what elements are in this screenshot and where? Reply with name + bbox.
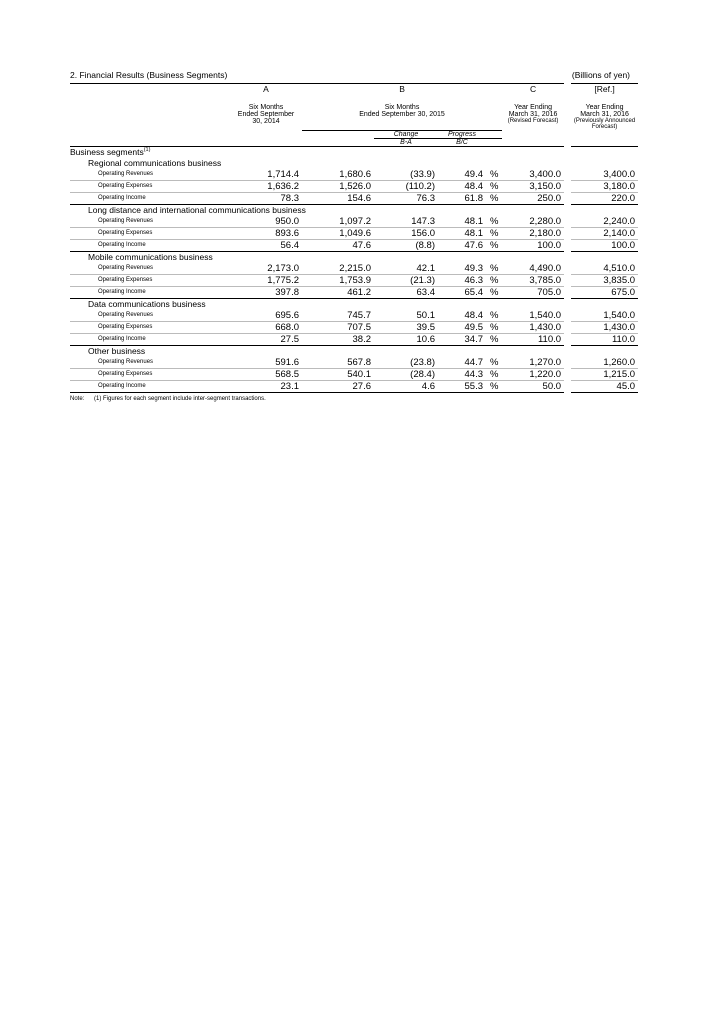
value-b: 540.1	[302, 368, 374, 380]
percent-sign: %	[486, 192, 502, 204]
value-progress: 48.4	[464, 309, 483, 321]
table-row	[70, 380, 638, 392]
value-change: 10.6	[374, 333, 438, 345]
row-label: Operating Expenses	[70, 321, 230, 333]
percent-sign: %	[490, 309, 499, 321]
formula-row	[70, 138, 638, 146]
table-row	[70, 286, 638, 298]
value-a: 78.3	[230, 192, 302, 204]
value-c: 4,490.0	[529, 262, 562, 274]
percent-sign: %	[486, 239, 502, 251]
value-c: 2,280.0	[529, 215, 562, 227]
column-gap	[564, 169, 571, 181]
column-letter-row	[70, 84, 638, 95]
value-change: 63.4	[374, 286, 438, 298]
value-a: 1,636.2	[230, 180, 302, 192]
table-row	[70, 263, 638, 275]
column-gap	[564, 368, 571, 380]
progress-label: Progress	[438, 130, 486, 138]
value-a: 2,173.0	[267, 262, 299, 274]
row-label: Operating Expenses	[70, 368, 230, 380]
value-a: 695.6	[275, 309, 299, 321]
value-b: 2,215.0	[339, 262, 371, 274]
col-b-desc-line: Ended September 30, 2015	[359, 111, 445, 118]
segment-heading-row	[70, 298, 638, 310]
value-change: (23.8)	[410, 356, 435, 368]
value-change: 39.5	[374, 321, 438, 333]
value-ref: 100.0	[571, 239, 638, 251]
value-b: 1,680.6	[339, 168, 371, 180]
segment-heading-row	[70, 204, 638, 216]
percent-sign: %	[486, 368, 502, 380]
progress-formula: B/C	[438, 138, 486, 146]
col-b-desc-line: Six Months	[384, 104, 420, 111]
value-change: 4.6	[374, 380, 438, 392]
value-progress: 61.8	[438, 192, 486, 204]
row-label: Operating Income	[70, 286, 230, 298]
change-formula: B-A	[374, 138, 438, 146]
value-b: 154.6	[302, 192, 374, 204]
row-label: Operating Expenses	[70, 274, 230, 286]
col-c-sub: (Revised Forecast)	[507, 118, 559, 124]
table-row	[70, 192, 638, 204]
row-label: Operating Revenues	[98, 218, 154, 224]
value-a: 56.4	[230, 239, 302, 251]
col-ref-sub-line: (Previously Announced	[573, 118, 636, 124]
value-c: 1,430.0	[502, 321, 564, 333]
value-b: 567.8	[347, 356, 371, 368]
value-b: 27.6	[302, 380, 374, 392]
value-ref: 3,400.0	[603, 168, 636, 180]
value-ref: 45.0	[571, 380, 638, 392]
column-gap	[564, 180, 571, 192]
segment-name: Other business	[70, 345, 230, 357]
value-c: 3,150.0	[502, 180, 564, 192]
value-b: 1,097.2	[339, 215, 371, 227]
value-a: 397.8	[230, 286, 302, 298]
row-label: Operating Income	[70, 380, 230, 392]
table-row	[70, 216, 638, 228]
value-a: 27.5	[230, 333, 302, 345]
value-c: 1,220.0	[502, 368, 564, 380]
column-gap	[564, 357, 571, 369]
row-label: Operating Income	[70, 333, 230, 345]
segments-body	[70, 158, 638, 393]
value-progress: 49.4	[464, 168, 483, 180]
business-segments-heading-row	[70, 146, 638, 158]
value-progress: 49.5	[438, 321, 486, 333]
column-gap	[564, 192, 571, 204]
column-gap	[564, 274, 571, 286]
percent-sign: %	[486, 274, 502, 286]
value-ref: 3,180.0	[571, 180, 638, 192]
value-ref: 1,215.0	[571, 368, 638, 380]
col-c-desc-line: Year Ending	[514, 104, 552, 111]
value-c: 705.0	[502, 286, 564, 298]
value-ref: 1,430.0	[571, 321, 638, 333]
value-c: 2,180.0	[502, 227, 564, 239]
column-gap	[564, 263, 571, 275]
value-a: 568.5	[230, 368, 302, 380]
value-b: 1,526.0	[302, 180, 374, 192]
value-a: 893.6	[230, 227, 302, 239]
note-text: (1) Figures for each segment include inter-segment transactions.	[94, 395, 266, 402]
percent-sign: %	[490, 262, 499, 274]
col-a-desc	[230, 104, 302, 130]
column-gap	[564, 227, 571, 239]
col-b-letter: B	[302, 84, 502, 95]
col-ref-sub-line: Forecast)	[591, 124, 618, 130]
value-b: 47.6	[302, 239, 374, 251]
value-c: 100.0	[502, 239, 564, 251]
value-change: 156.0	[374, 227, 438, 239]
table-row	[70, 368, 638, 380]
segment-name: Data communications business	[70, 298, 230, 310]
percent-sign: %	[490, 356, 499, 368]
column-gap	[564, 216, 571, 228]
value-progress: 48.4	[438, 180, 486, 192]
value-a: 950.0	[275, 215, 299, 227]
value-c: 1,270.0	[529, 356, 562, 368]
percent-sign: %	[486, 321, 502, 333]
value-ref: 3,835.0	[571, 274, 638, 286]
table-row	[70, 180, 638, 192]
value-progress: 44.7	[464, 356, 483, 368]
table-row	[70, 333, 638, 345]
business-segments-label: Business segments	[70, 147, 144, 157]
value-progress: 49.3	[464, 262, 483, 274]
segment-name: Long distance and international communications business	[70, 204, 230, 216]
segment-name: Mobile communications business	[70, 251, 230, 263]
value-ref: 2,240.0	[603, 215, 636, 227]
col-ref-letter: [Ref.]	[571, 84, 638, 95]
value-progress: 44.3	[438, 368, 486, 380]
table-row	[70, 169, 638, 181]
value-change: (21.3)	[374, 274, 438, 286]
value-c: 3,400.0	[529, 168, 562, 180]
col-ref-desc-line: Year Ending	[585, 104, 624, 111]
value-c: 1,540.0	[529, 309, 562, 321]
col-ref-desc-line: March 31, 2016	[580, 111, 629, 118]
value-progress: 55.3	[438, 380, 486, 392]
column-gap	[564, 286, 571, 298]
value-b: 1,049.6	[302, 227, 374, 239]
value-change: (8.8)	[374, 239, 438, 251]
percent-sign: %	[490, 215, 499, 227]
value-progress: 46.3	[438, 274, 486, 286]
value-b: 38.2	[302, 333, 374, 345]
row-label: Operating Revenues	[98, 265, 154, 271]
table-row	[70, 310, 638, 322]
percent-sign: %	[486, 227, 502, 239]
value-a: 23.1	[230, 380, 302, 392]
value-change: (28.4)	[374, 368, 438, 380]
table-row	[70, 274, 638, 286]
table-row	[70, 357, 638, 369]
table-row	[70, 239, 638, 251]
table-title: 2. Financial Results (Business Segments)	[70, 70, 228, 80]
column-desc-row	[70, 104, 638, 130]
column-gap	[564, 380, 571, 392]
col-a-desc-line: Ended September	[237, 111, 295, 118]
col-ref-desc	[571, 104, 638, 130]
change-progress-row	[70, 130, 638, 138]
percent-sign: %	[490, 168, 499, 180]
value-c: 50.0	[502, 380, 564, 392]
value-progress: 48.1	[438, 227, 486, 239]
segment-name: Regional communications business	[88, 158, 222, 168]
value-b: 1,753.9	[302, 274, 374, 286]
col-c-desc	[502, 104, 564, 130]
value-progress: 34.7	[438, 333, 486, 345]
col-a-letter: A	[230, 84, 302, 95]
value-b: 745.7	[347, 309, 371, 321]
business-segments-heading	[70, 146, 230, 158]
col-c-desc-line: March 31, 2016	[508, 111, 558, 118]
footnote	[70, 396, 638, 402]
change-label: Change	[374, 130, 438, 138]
value-progress: 47.6	[438, 239, 486, 251]
table-row	[70, 227, 638, 239]
value-ref: 675.0	[571, 286, 638, 298]
row-label: Operating Revenues	[98, 312, 154, 318]
value-change: 50.1	[416, 309, 435, 321]
segment-heading-row	[70, 345, 638, 357]
column-gap	[564, 321, 571, 333]
value-progress: 65.4	[438, 286, 486, 298]
value-ref: 220.0	[571, 192, 638, 204]
value-ref: 1,260.0	[603, 356, 636, 368]
value-c: 3,785.0	[502, 274, 564, 286]
value-ref: 110.0	[571, 333, 638, 345]
row-label: Operating Revenues	[98, 171, 154, 177]
percent-sign: %	[486, 180, 502, 192]
col-a-desc-line: Six Months	[248, 104, 284, 111]
title-row	[70, 70, 638, 83]
value-ref: 2,140.0	[571, 227, 638, 239]
value-a: 668.0	[230, 321, 302, 333]
column-gap	[564, 239, 571, 251]
row-label: Operating Income	[70, 192, 230, 204]
value-ref: 1,540.0	[603, 309, 636, 321]
value-change: 42.1	[416, 262, 435, 274]
value-a: 1,775.2	[230, 274, 302, 286]
unit-label: (Billions of yen)	[571, 70, 630, 80]
row-label: Operating Expenses	[70, 180, 230, 192]
value-c: 110.0	[502, 333, 564, 345]
col-c-letter: C	[502, 84, 564, 95]
percent-sign: %	[486, 286, 502, 298]
column-gap	[564, 310, 571, 322]
col-a-desc-line: 30, 2014	[252, 118, 280, 125]
value-a: 591.6	[275, 356, 299, 368]
value-c: 250.0	[502, 192, 564, 204]
business-segments-footnote-ref: (1)	[143, 147, 151, 154]
value-b: 461.2	[302, 286, 374, 298]
value-change: (110.2)	[374, 180, 438, 192]
segment-heading-row	[70, 251, 638, 263]
row-label: Operating Revenues	[98, 359, 154, 365]
row-label: Operating Expenses	[70, 227, 230, 239]
segment-heading-row	[70, 158, 638, 169]
column-gap	[564, 333, 571, 345]
value-b: 707.5	[302, 321, 374, 333]
percent-sign: %	[486, 333, 502, 345]
segments-table	[70, 83, 638, 393]
value-change: (33.9)	[410, 168, 435, 180]
percent-sign: %	[486, 380, 502, 392]
note-label: Note:	[70, 395, 85, 402]
col-b-desc	[302, 104, 502, 130]
value-change: 147.3	[411, 215, 435, 227]
value-progress: 48.1	[464, 215, 483, 227]
value-a: 1,714.4	[267, 168, 299, 180]
row-label: Operating Income	[70, 239, 230, 251]
table-row	[70, 321, 638, 333]
value-change: 76.3	[374, 192, 438, 204]
financial-results-page	[70, 70, 638, 402]
value-ref: 4,510.0	[603, 262, 636, 274]
